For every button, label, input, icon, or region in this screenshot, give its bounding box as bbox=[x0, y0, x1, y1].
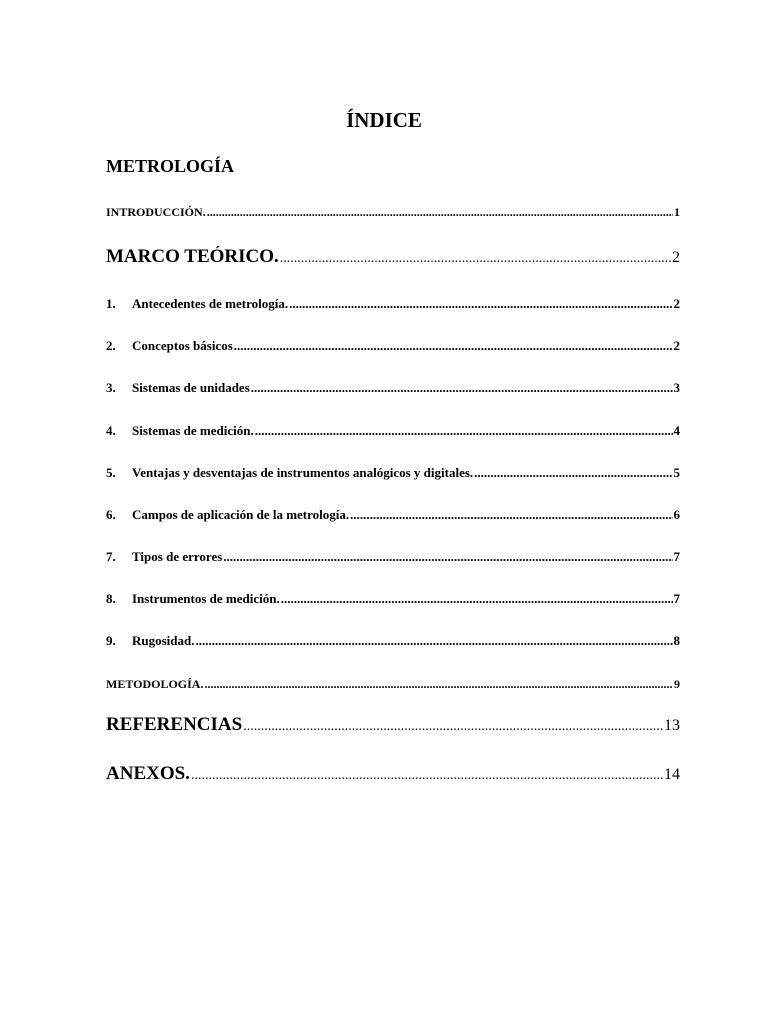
dot-leader bbox=[281, 591, 673, 607]
dot-leader bbox=[243, 719, 663, 735]
toc-entry-metodologia[interactable] bbox=[106, 677, 680, 692]
dot-leader bbox=[251, 380, 673, 396]
toc-entry-tipos-errores[interactable] bbox=[106, 549, 680, 565]
toc-entry-conceptos[interactable] bbox=[106, 338, 680, 354]
toc-entry-sistemas-unidades[interactable] bbox=[106, 380, 680, 396]
toc-entry-label: Tipos de errores bbox=[132, 549, 223, 564]
dot-leader bbox=[223, 549, 672, 565]
toc-entry-anexos[interactable] bbox=[106, 763, 680, 785]
toc-entry-page: 8 bbox=[673, 633, 680, 648]
toc-entry-label: ANEXOS. bbox=[106, 763, 190, 784]
toc-entry-page: 1 bbox=[674, 205, 680, 219]
toc-entry-number: 6. bbox=[106, 507, 116, 522]
toc-entry-page: 5 bbox=[673, 465, 680, 480]
toc-entry-label: Ventajas y desventajas de instrumentos analógicos y digitales. bbox=[132, 465, 474, 480]
toc-entry-page: 4 bbox=[673, 423, 680, 438]
toc-entry-ventajas[interactable] bbox=[106, 465, 680, 481]
toc-entry-sistemas-medicion[interactable] bbox=[106, 423, 680, 439]
toc-entry-label: MARCO TEÓRICO. bbox=[106, 246, 279, 267]
toc-entry-page: 7 bbox=[673, 591, 680, 606]
dot-leader bbox=[474, 465, 672, 481]
toc-entry-page: 9 bbox=[674, 677, 680, 691]
toc-entry-referencias[interactable] bbox=[106, 714, 680, 736]
toc-entry-label: METODOLOGÍA. bbox=[106, 677, 204, 691]
dot-leader bbox=[350, 507, 672, 523]
toc-entry-label: INTRODUCCIÓN. bbox=[106, 205, 206, 219]
dot-leader bbox=[234, 338, 673, 354]
toc-entry-number: 8. bbox=[106, 591, 116, 606]
dot-leader bbox=[204, 677, 673, 692]
toc-entry-label: Campos de aplicación de la metrología. bbox=[132, 507, 350, 522]
toc-entry-label: Sistemas de medición. bbox=[132, 423, 254, 438]
dot-leader bbox=[289, 296, 672, 312]
toc-entry-number: 9. bbox=[106, 633, 116, 648]
toc-entry-label: Instrumentos de medición. bbox=[132, 591, 280, 606]
toc-entry-marco-teorico[interactable] bbox=[106, 246, 680, 268]
toc-entry-page: 2 bbox=[672, 249, 680, 266]
toc-entry-label: REFERENCIAS bbox=[106, 714, 243, 735]
toc-entry-page: 2 bbox=[673, 338, 680, 353]
toc-entry-number: 2. bbox=[106, 338, 116, 353]
toc-entry-label: Rugosidad. bbox=[132, 633, 195, 648]
toc-entry-page: 3 bbox=[673, 380, 680, 395]
toc-entry-page: 6 bbox=[673, 507, 680, 522]
dot-leader bbox=[191, 768, 663, 784]
dot-leader bbox=[280, 251, 671, 267]
toc-entry-introduccion[interactable] bbox=[106, 205, 680, 220]
toc-entry-page: 7 bbox=[673, 549, 680, 564]
toc-entry-label: Conceptos básicos bbox=[132, 338, 233, 353]
toc-entry-label: Antecedentes de metrología. bbox=[132, 296, 289, 311]
toc-entry-number: 1. bbox=[106, 296, 116, 311]
dot-leader bbox=[207, 205, 673, 220]
toc-entry-rugosidad[interactable] bbox=[106, 633, 680, 649]
dot-leader bbox=[255, 423, 673, 439]
toc-entry-number: 7. bbox=[106, 549, 116, 564]
toc-entry-number: 4. bbox=[106, 423, 116, 438]
toc-entry-label: Sistemas de unidades bbox=[132, 380, 250, 395]
page-title: ÍNDICE bbox=[346, 108, 422, 132]
toc-entry-number: 5. bbox=[106, 465, 116, 480]
dot-leader bbox=[196, 633, 673, 649]
toc-entry-page: 14 bbox=[664, 766, 680, 783]
toc-entry-campos[interactable] bbox=[106, 507, 680, 523]
toc-entry-number: 3. bbox=[106, 380, 116, 395]
toc-entry-antecedentes[interactable] bbox=[106, 296, 680, 312]
section-heading: METROLOGÍA bbox=[106, 156, 235, 176]
toc-entry-page: 13 bbox=[664, 717, 680, 734]
toc-entry-page: 2 bbox=[673, 296, 680, 311]
toc-entry-instrumentos[interactable] bbox=[106, 591, 680, 607]
